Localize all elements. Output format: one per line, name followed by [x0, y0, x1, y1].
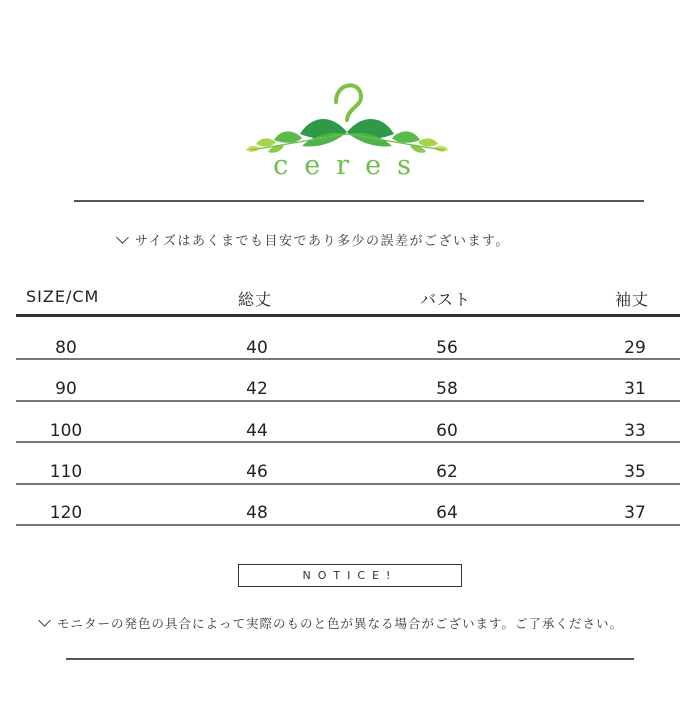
table-cell: 33 — [624, 421, 646, 441]
table-cell: 56 — [436, 338, 458, 358]
header-size: SIZE/CM — [26, 287, 100, 306]
table-cell: 120 — [49, 503, 83, 523]
bottom-divider — [66, 658, 634, 660]
brand-name: ceres — [273, 150, 427, 181]
header-sleeve: 袖丈 — [615, 290, 650, 309]
notice-label: NOTICE! — [238, 564, 462, 587]
table-cell: 110 — [49, 462, 83, 482]
table-cell: 35 — [624, 462, 646, 482]
row-divider — [16, 441, 680, 443]
table-cell: 64 — [436, 503, 458, 523]
table-cell: 37 — [624, 503, 646, 523]
table-cell: 58 — [436, 379, 458, 399]
table-cell: 80 — [55, 338, 77, 358]
top-divider — [74, 200, 644, 202]
header-bust: バスト — [420, 290, 472, 309]
table-cell: 31 — [624, 379, 646, 399]
row-divider — [16, 524, 680, 526]
chevron-down-icon — [38, 614, 51, 627]
row-divider — [16, 358, 680, 360]
table-cell: 100 — [49, 421, 83, 441]
header-rule — [16, 314, 680, 317]
table-cell: 48 — [246, 503, 268, 523]
table-cell: 60 — [436, 421, 458, 441]
table-cell: 29 — [624, 338, 646, 358]
size-note-text: サイズはあくまでも目安であり多少の誤差がございます。 — [135, 234, 510, 249]
table-cell: 44 — [246, 421, 268, 441]
table-cell: 90 — [55, 379, 77, 399]
row-divider — [16, 400, 680, 402]
table-cell: 42 — [246, 379, 268, 399]
size-note — [118, 230, 510, 249]
table-cell: 46 — [246, 462, 268, 482]
row-divider — [16, 483, 680, 485]
color-note-text: モニターの発色の具合によって実際のものと色が異なる場合がございます。ご了承ください。 — [57, 616, 624, 631]
chevron-down-icon — [116, 231, 129, 244]
table-cell: 62 — [436, 462, 458, 482]
color-note — [40, 614, 623, 632]
header-length: 総丈 — [238, 290, 273, 309]
table-cell: 40 — [246, 338, 268, 358]
